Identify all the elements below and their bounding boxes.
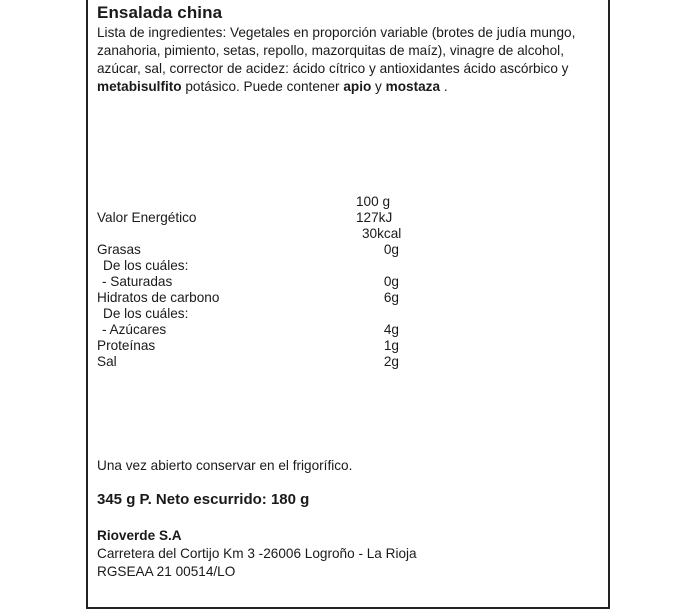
allergen-apio: apio xyxy=(343,79,372,94)
ingredients-text-end: . xyxy=(440,79,448,94)
nutrition-label-sugars: - Azúcares xyxy=(102,322,167,337)
nutrition-value-fat: 0g xyxy=(383,242,399,257)
nutrition-column-header: 100 g xyxy=(356,194,391,209)
allergen-mostaza: mostaza xyxy=(385,79,441,94)
nutrition-label-carbs: Hidratos de carbono xyxy=(97,290,220,305)
ingredients-text-and: y xyxy=(371,79,386,94)
storage-instructions: Una vez abierto conservar en el frigorífico. xyxy=(97,458,353,473)
nutrition-value-carbs: 6g xyxy=(383,290,399,305)
allergen-metabisulfito: metabisulfito xyxy=(97,79,182,94)
nutrition-label-protein: Proteínas xyxy=(97,338,156,353)
ingredients-text-mid: potásico. Puede contener xyxy=(181,79,344,94)
net-weight: 345 g P. Neto escurrido: 180 g xyxy=(97,491,310,508)
manufacturer-address: Carretera del Cortijo Km 3 -26006 Logroño - La Rioja xyxy=(97,546,417,561)
nutrition-label-energy: Valor Energético xyxy=(97,210,197,225)
nutrition-label-saturated: - Saturadas xyxy=(102,274,173,289)
nutrition-value-protein: 1g xyxy=(383,338,399,353)
nutrition-value-kcal: 30kcal xyxy=(362,226,402,241)
sanitary-registry: RGSEAA 21 00514/LO xyxy=(97,564,236,579)
manufacturer-name: Rioverde S.A xyxy=(97,528,182,543)
nutrition-value-salt: 2g xyxy=(383,354,399,369)
nutrition-label-of-which: De los cuáles: xyxy=(103,258,189,273)
product-title: Ensalada china xyxy=(97,3,223,22)
nutrition-label-fat: Grasas xyxy=(97,242,141,257)
nutrition-value-saturated: 0g xyxy=(383,274,399,289)
nutrition-value-sugars: 4g xyxy=(383,322,399,337)
product-label xyxy=(86,0,610,609)
nutrition-label-of-which-2: De los cuáles: xyxy=(103,306,189,321)
nutrition-label-salt: Sal xyxy=(97,354,117,369)
ingredients-text: Lista de ingredientes: Vegetales en proporción variable (brotes de judía mungo, zanahoria, pimiento, setas, repollo, mazorquitas de maíz), vinagre de alcohol, azúcar, sal, corrector de acidez: ácido cítrico y antioxidantes ácido ascórbico y xyxy=(97,25,576,76)
ingredients-list xyxy=(97,24,607,96)
nutrition-value-kj: 127kJ xyxy=(356,210,393,225)
